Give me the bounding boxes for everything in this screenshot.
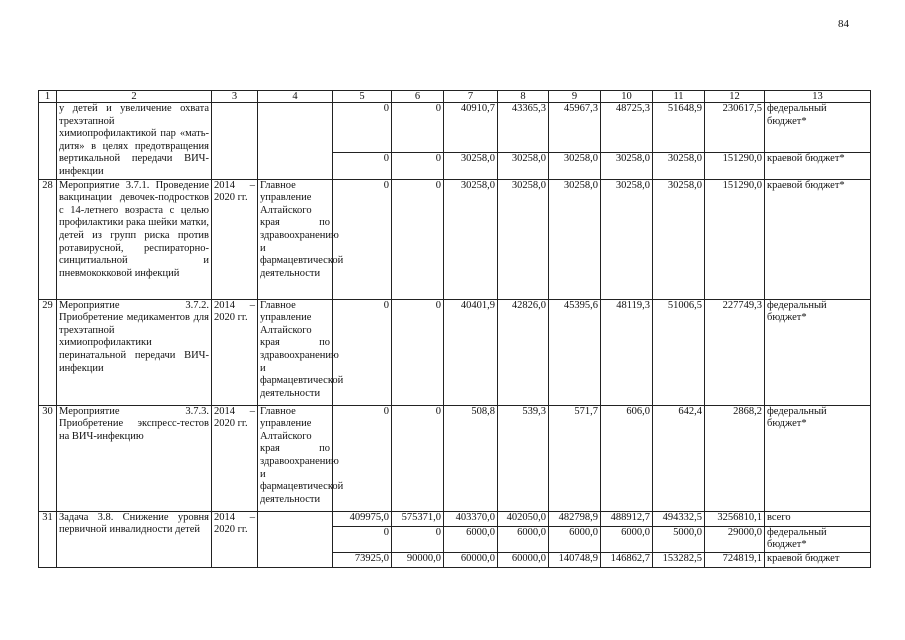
value-cell: 29000,0 [705, 526, 765, 552]
period-cell: 2014 – 2020 гг. [212, 511, 258, 567]
value-cell: 151290,0 [705, 153, 765, 179]
measure-name: Мероприятие 3.7.3. Приобретение экспресс-тестов на ВИЧ-инфекцию [57, 405, 212, 511]
value-cell: 30258,0 [653, 179, 705, 299]
value-cell: 40401,9 [444, 299, 498, 405]
value-cell: 6000,0 [601, 526, 653, 552]
header-cell: 13 [765, 91, 871, 103]
value-cell: 48725,3 [601, 103, 653, 153]
funding-source-cell: федеральный бюджет* [765, 405, 871, 511]
value-cell: 30258,0 [549, 179, 601, 299]
value-cell: 508,8 [444, 405, 498, 511]
value-cell: 30258,0 [549, 153, 601, 179]
row-number: 28 [39, 179, 57, 299]
value-cell: 30258,0 [444, 153, 498, 179]
value-cell: 0 [333, 526, 392, 552]
header-cell: 8 [498, 91, 549, 103]
value-cell: 43365,3 [498, 103, 549, 153]
value-cell: 153282,5 [653, 552, 705, 567]
period-cell: 2014 – 2020 гг. [212, 179, 258, 299]
header-cell: 12 [705, 91, 765, 103]
value-cell: 403370,0 [444, 511, 498, 526]
value-cell: 606,0 [601, 405, 653, 511]
executor-cell: Главное управление Алтайского края по здравоохранению и фармацевтической деятельности [258, 405, 333, 511]
value-cell: 151290,0 [705, 179, 765, 299]
header-cell: 6 [392, 91, 444, 103]
value-cell: 48119,3 [601, 299, 653, 405]
period-cell [212, 103, 258, 180]
executor-cell: Главное управление Алтайского края по здравоохранению и фармацевтической деятельности [258, 299, 333, 405]
value-cell: 402050,0 [498, 511, 549, 526]
value-cell: 0 [333, 179, 392, 299]
budget-table [38, 90, 871, 568]
value-cell: 6000,0 [444, 526, 498, 552]
measure-name: Мероприятие 3.7.2. Приобретение медикаментов для трехэтапной химиопрофилактики перинатальной передачи ВИЧ-инфекции [57, 299, 212, 405]
value-cell: 0 [392, 179, 444, 299]
table-row [39, 103, 871, 153]
measure-name: у детей и увеличение охвата трехэтапной химиопрофилактикой пар «мать-дитя» в целях предотвращения вертикальной передачи ВИЧ-инфекции [57, 103, 212, 180]
value-cell: 30258,0 [444, 179, 498, 299]
table-row [39, 179, 871, 299]
executor-cell [258, 103, 333, 180]
value-cell: 0 [333, 405, 392, 511]
value-cell: 30258,0 [653, 153, 705, 179]
table-row [39, 511, 871, 526]
value-cell: 482798,9 [549, 511, 601, 526]
value-cell: 0 [392, 299, 444, 405]
value-cell: 51006,5 [653, 299, 705, 405]
row-number [39, 103, 57, 180]
measure-name: Мероприятие 3.7.1. Проведение вакцинации девочек-подростков с 14-летнего возраста с целью профилактики рака шейки матки, детей из групп риска против ротавирусной, респираторно-синцитиальной и пневмококковой инфекций [57, 179, 212, 299]
value-cell: 575371,0 [392, 511, 444, 526]
value-cell: 0 [392, 526, 444, 552]
value-cell: 0 [392, 153, 444, 179]
value-cell: 51648,9 [653, 103, 705, 153]
value-cell: 146862,7 [601, 552, 653, 567]
value-cell: 73925,0 [333, 552, 392, 567]
measure-name: Задача 3.8. Снижение уровня первичной инвалидности детей [57, 511, 212, 567]
page-number: 84 [838, 18, 849, 30]
header-cell: 9 [549, 91, 601, 103]
value-cell: 230617,5 [705, 103, 765, 153]
value-cell: 0 [333, 153, 392, 179]
value-cell: 3256810,1 [705, 511, 765, 526]
value-cell: 30258,0 [601, 153, 653, 179]
value-cell: 488912,7 [601, 511, 653, 526]
funding-source-cell: всего [765, 511, 871, 526]
funding-source-cell: краевой бюджет* [765, 179, 871, 299]
header-cell: 4 [258, 91, 333, 103]
value-cell: 60000,0 [498, 552, 549, 567]
row-number: 29 [39, 299, 57, 405]
value-cell: 42826,0 [498, 299, 549, 405]
value-cell: 0 [392, 405, 444, 511]
value-cell: 90000,0 [392, 552, 444, 567]
value-cell: 140748,9 [549, 552, 601, 567]
funding-source-cell: федеральный бюджет* [765, 526, 871, 552]
table-row [39, 299, 871, 405]
value-cell: 30258,0 [498, 153, 549, 179]
header-cell: 1 [39, 91, 57, 103]
header-row [39, 91, 871, 103]
value-cell: 45395,6 [549, 299, 601, 405]
value-cell: 571,7 [549, 405, 601, 511]
header-cell: 7 [444, 91, 498, 103]
value-cell: 6000,0 [498, 526, 549, 552]
executor-cell: Главное управление Алтайского края по здравоохранению и фармацевтической деятельности [258, 179, 333, 299]
value-cell: 30258,0 [498, 179, 549, 299]
value-cell: 0 [392, 103, 444, 153]
value-cell: 0 [333, 103, 392, 153]
value-cell: 45967,3 [549, 103, 601, 153]
value-cell: 2868,2 [705, 405, 765, 511]
value-cell: 724819,1 [705, 552, 765, 567]
value-cell: 494332,5 [653, 511, 705, 526]
value-cell: 227749,3 [705, 299, 765, 405]
value-cell: 30258,0 [601, 179, 653, 299]
funding-source-cell: федеральный бюджет* [765, 299, 871, 405]
value-cell: 642,4 [653, 405, 705, 511]
funding-source-cell: краевой бюджет* [765, 153, 871, 179]
funding-source-cell: федеральный бюджет* [765, 103, 871, 153]
row-number: 30 [39, 405, 57, 511]
row-number: 31 [39, 511, 57, 567]
header-cell: 5 [333, 91, 392, 103]
table-row [39, 405, 871, 511]
value-cell: 539,3 [498, 405, 549, 511]
header-cell: 2 [57, 91, 212, 103]
value-cell: 5000,0 [653, 526, 705, 552]
funding-source-cell: краевой бюджет [765, 552, 871, 567]
period-cell: 2014 – 2020 гг. [212, 405, 258, 511]
value-cell: 0 [333, 299, 392, 405]
header-cell: 3 [212, 91, 258, 103]
value-cell: 60000,0 [444, 552, 498, 567]
header-cell: 11 [653, 91, 705, 103]
executor-cell [258, 511, 333, 567]
period-cell: 2014 – 2020 гг. [212, 299, 258, 405]
header-cell: 10 [601, 91, 653, 103]
value-cell: 40910,7 [444, 103, 498, 153]
value-cell: 6000,0 [549, 526, 601, 552]
value-cell: 409975,0 [333, 511, 392, 526]
